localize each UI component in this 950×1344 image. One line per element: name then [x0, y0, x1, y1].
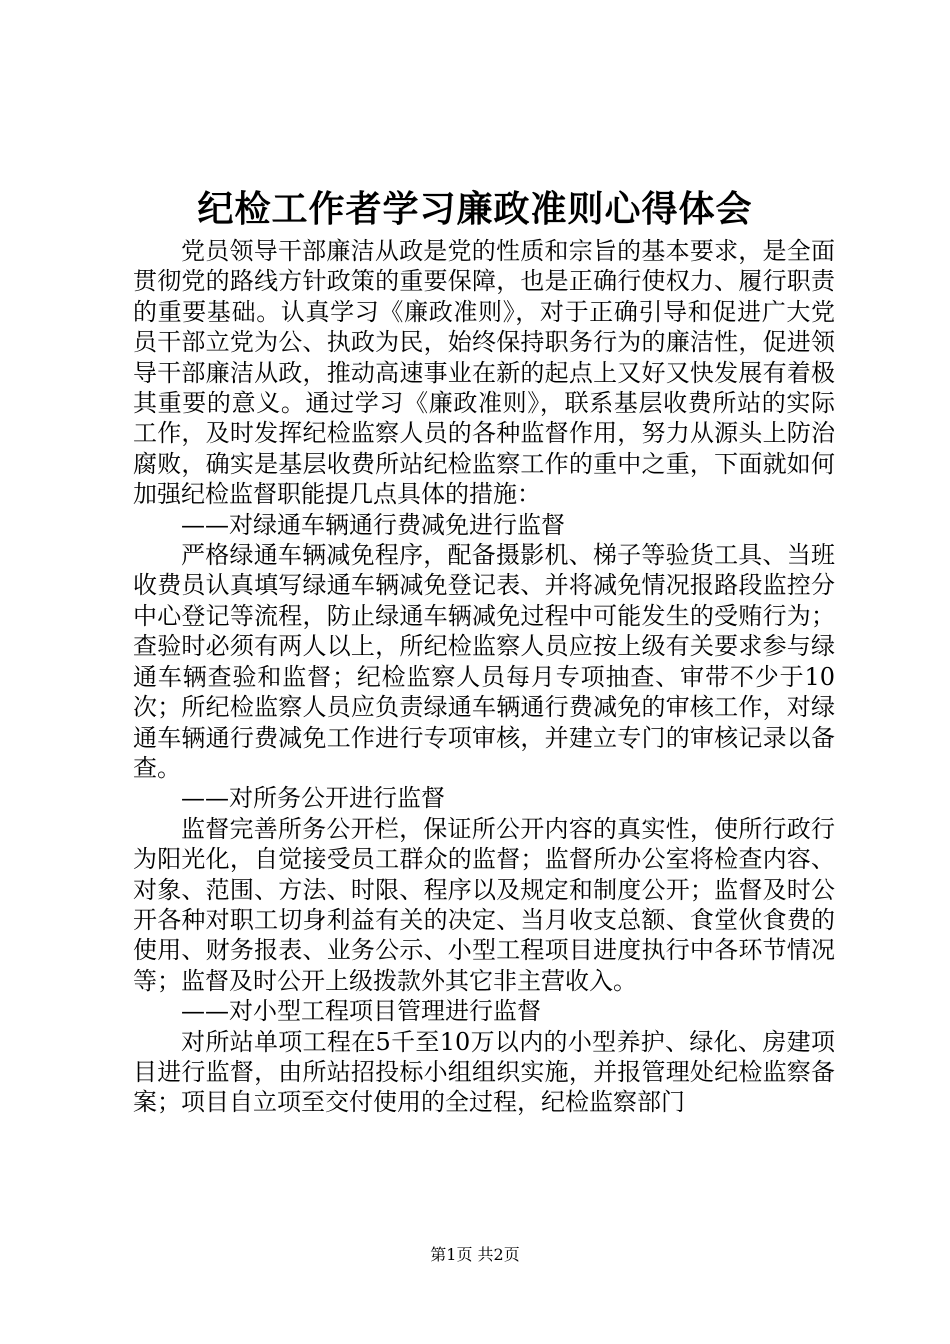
- section-heading-affairs-disclosure: ——对所务公开进行监督: [181, 784, 445, 813]
- section-heading-green-channel: ——对绿通车辆通行费减免进行监督: [181, 510, 565, 539]
- page-footer: 第1页 共2页: [430, 1245, 520, 1264]
- section-heading-small-projects: ——对小型工程项目管理进行监督: [181, 997, 541, 1026]
- paragraph-affairs-disclosure: 监督完善所务公开栏，保证所公开内容的真实性，使所行政行为阳光化，自觉接受员工群众的监督；监督所办公室将检查内容、对象、范围、方法、时限、程序以及规定和制度公开；监督及时公开各种对职工切身利益有关的决定、当月收支总额、食堂伙食费的使用、财务报表、业务公示、小型工程项目进度执行中各环节情况等；监督及时公开上级拨款外其它非主营收入。: [133, 814, 835, 995]
- paragraph-intro: 党员领导干部廉洁从政是党的性质和宗旨的基本要求，是全面贯彻党的路线方针政策的重要保障，也是正确行使权力、履行职责的重要基础。认真学习《廉政准则》，对于正确引导和促进广大党员干部立党为公、执政为民，始终保持职务行为的廉洁性，促进领导干部廉洁从政，推动高速事业在新的起点上又好又快发展有着极其重要的意义。通过学习《廉政准则》，联系基层收费所站的实际工作，及时发挥纪检监察人员的各种监督作用，努力从源头上防治腐败，确实是基层收费所站纪检监察工作的重中之重，下面就如何加强纪检监督职能提几点具体的措施：: [133, 237, 835, 509]
- document-body: [133, 236, 835, 1118]
- paragraph-green-channel: 严格绿通车辆减免程序，配备摄影机、梯子等验货工具、当班收费员认真填写绿通车辆减免登记表、并将减免情况报路段监控分中心登记等流程，防止绿通车辆减免过程中可能发生的受贿行为；查验时必须有两人以上，所纪检监察人员应按上级有关要求参与绿通车辆查验和监督；纪检监察人员每月专项抽查、审带不少于10次；所纪检监察人员应负责绿通车辆通行费减免的审核工作，对绿通车辆通行费减免工作进行专项审核，并建立专门的审核记录以备查。: [133, 541, 835, 782]
- paragraph-small-projects: 对所站单项工程在5千至10万以内的小型养护、绿化、房建项目进行监督，由所站招投标小组组织实施，并报管理处纪检监察备案；项目自立项至交付使用的全过程，纪检监察部门: [133, 1027, 835, 1117]
- document-title: 纪检工作者学习廉政准则心得体会: [197, 188, 753, 230]
